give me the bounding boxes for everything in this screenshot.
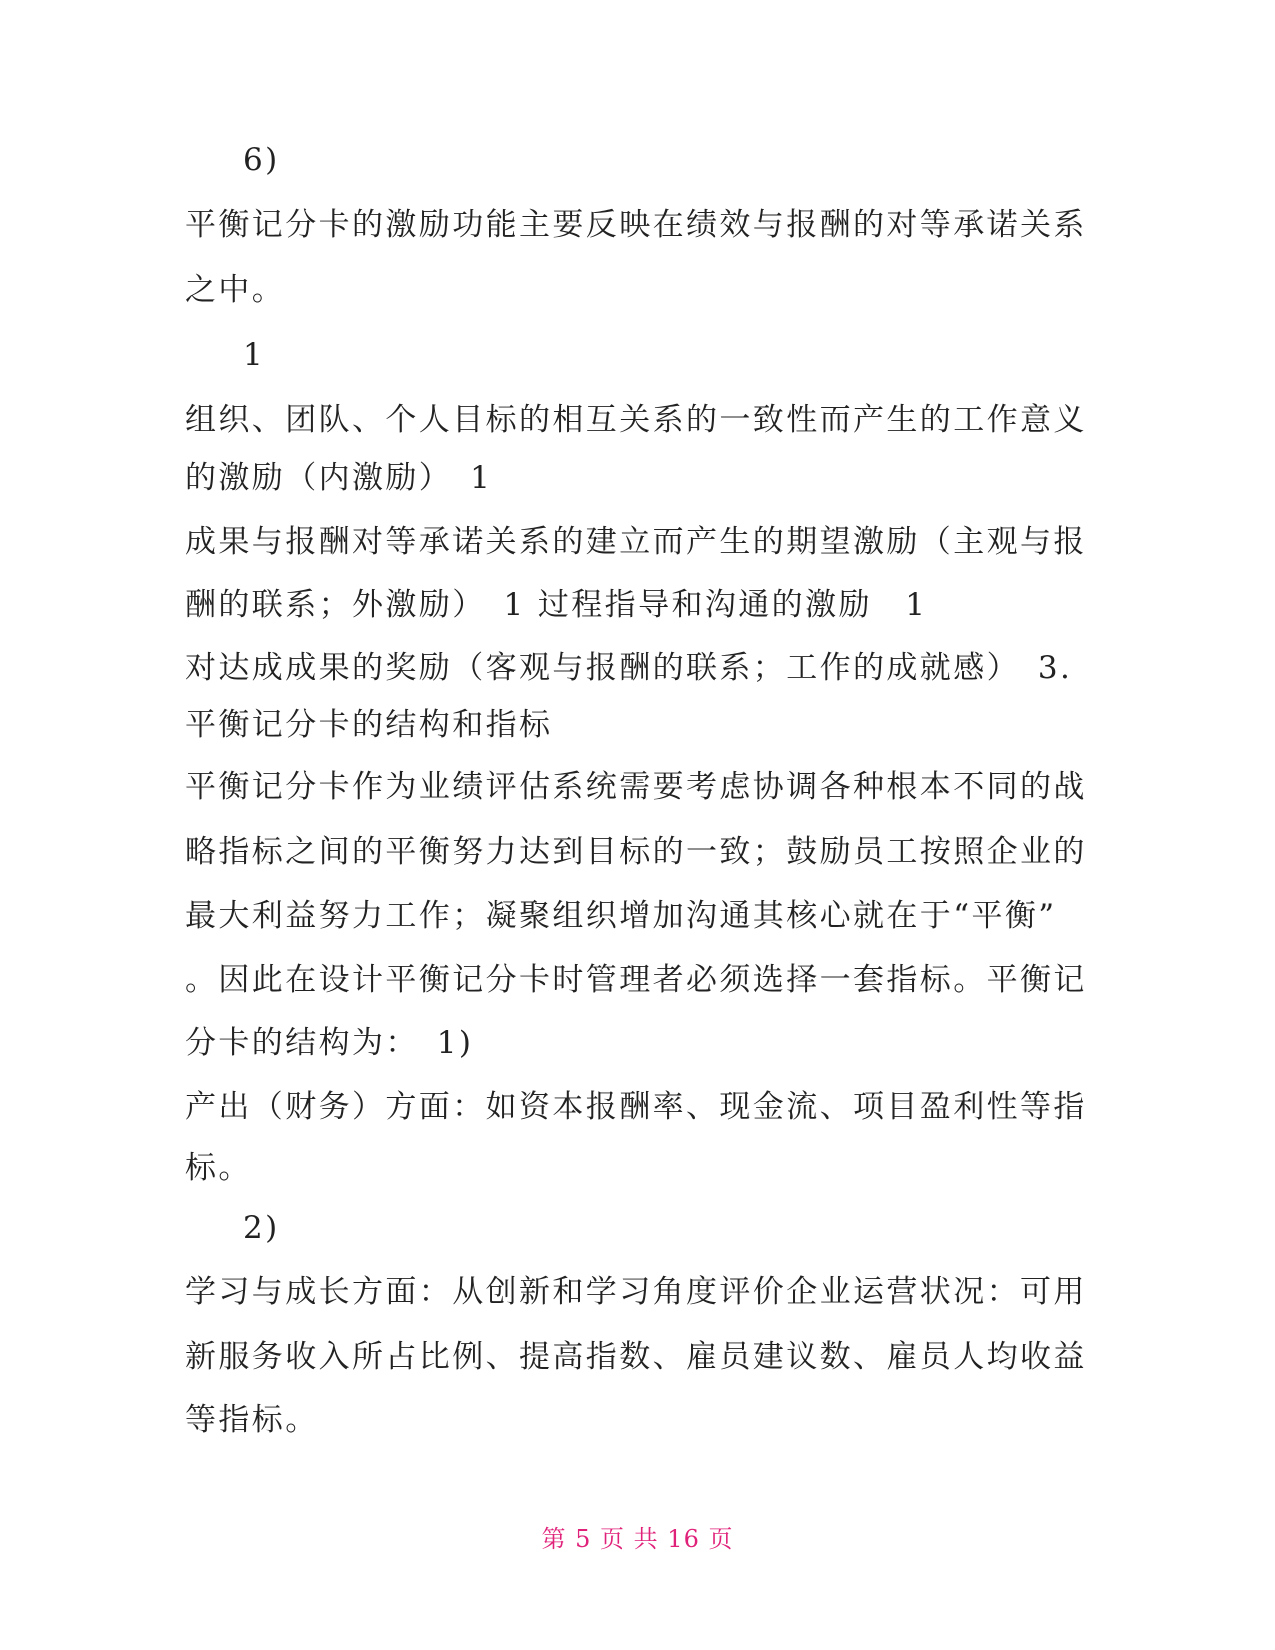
list-marker: 6)	[243, 142, 280, 178]
body-text-line: 学习与成长方面：从创新和学习角度评价企业运营状况：可用	[185, 1274, 1087, 1310]
body-text-line: 新服务收入所占比例、提高指数、雇员建议数、雇员人均收益	[185, 1339, 1087, 1375]
body-text-line: 产出（财务）方面：如资本报酬率、现金流、项目盈利性等指	[185, 1089, 1087, 1125]
body-text-line: 最大利益努力工作；凝聚组织增加沟通其核心就在于“平衡”	[185, 898, 1057, 934]
list-marker: 2)	[243, 1210, 280, 1246]
section-heading: 平衡记分卡的结构和指标	[185, 707, 553, 743]
body-text-line: 等指标。	[185, 1402, 319, 1438]
page-footer: 第 5 页 共 16 页	[541, 1525, 734, 1553]
list-marker: 1	[243, 337, 266, 373]
body-text-line: 平衡记分卡作为业绩评估系统需要考虑协调各种根本不同的战	[185, 769, 1087, 805]
body-text-line: 成果与报酬对等承诺关系的建立而产生的期望激励（主观与报	[185, 524, 1087, 560]
body-text-line: 酬的联系；外激励） 1 过程指导和沟通的激励 1	[185, 587, 928, 623]
body-text-line: 的激励（内激励） 1	[185, 460, 493, 496]
body-text-line: 略指标之间的平衡努力达到目标的一致；鼓励员工按照企业的	[185, 834, 1087, 870]
body-text-line: 对达成成果的奖励（客观与报酬的联系；工作的成就感） 3.	[185, 650, 1073, 686]
body-text-line: 平衡记分卡的激励功能主要反映在绩效与报酬的对等承诺关系	[185, 207, 1087, 243]
body-text-line: 之中。	[185, 272, 286, 308]
body-text-line: 组织、团队、个人目标的相互关系的一致性而产生的工作意义	[185, 402, 1087, 438]
body-text-line: 。因此在设计平衡记分卡时管理者必须选择一套指标。平衡记	[185, 962, 1087, 998]
body-text-line: 标。	[185, 1150, 252, 1186]
body-text-line: 分卡的结构为： 1)	[185, 1025, 474, 1061]
